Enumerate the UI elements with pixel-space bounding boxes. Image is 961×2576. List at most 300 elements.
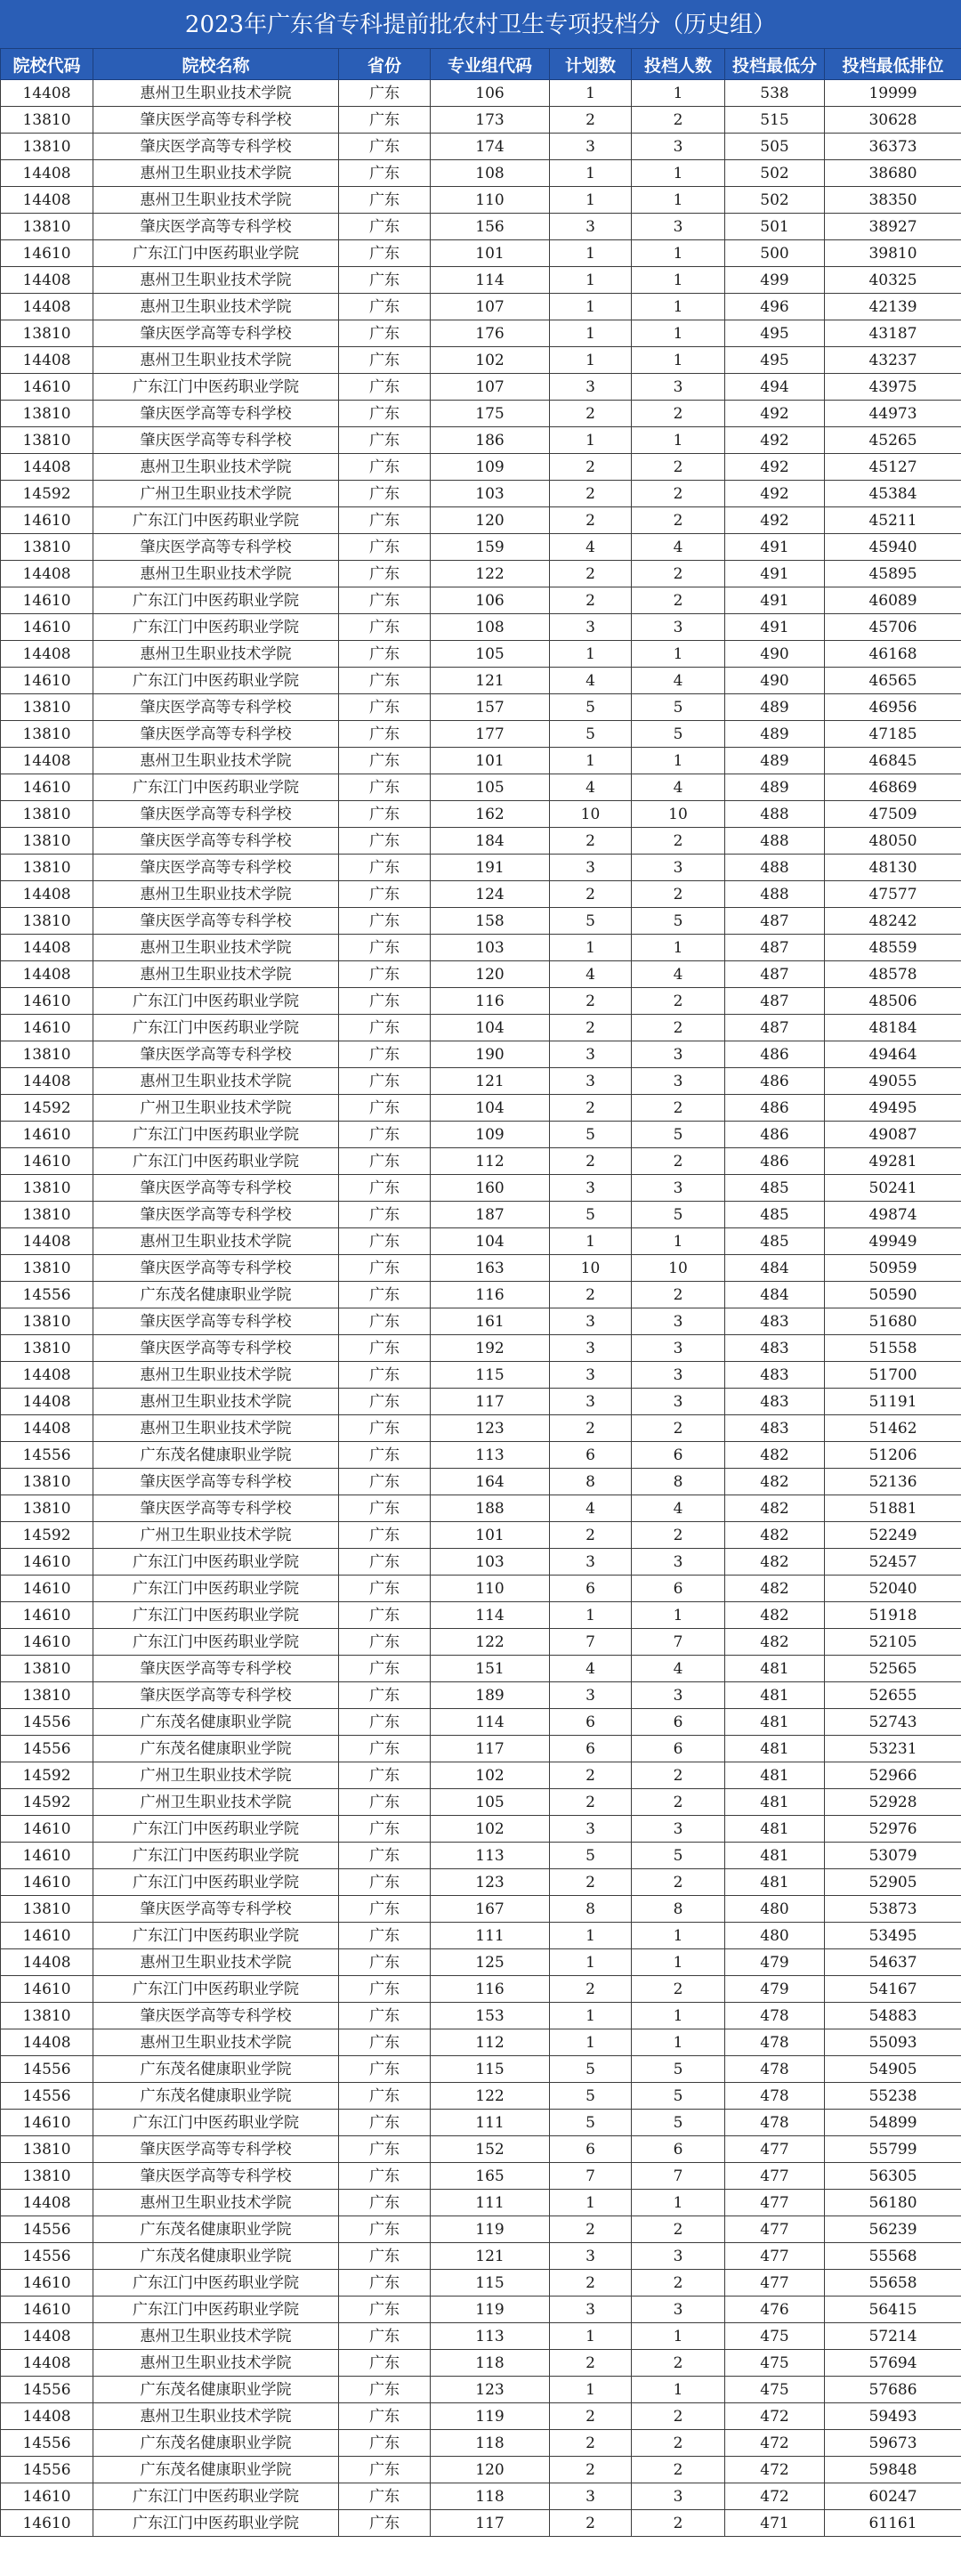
plan-count-cell: 3 bbox=[550, 855, 632, 881]
school-name-cell: 广东江门中医药职业学院 bbox=[93, 2297, 339, 2323]
min-score-cell: 489 bbox=[725, 748, 825, 774]
plan-count-cell: 3 bbox=[550, 1335, 632, 1362]
plan-count-cell: 3 bbox=[550, 1175, 632, 1202]
min-rank-cell: 50959 bbox=[825, 1255, 961, 1282]
province-cell: 广东 bbox=[339, 2029, 431, 2056]
min-score-cell: 492 bbox=[725, 401, 825, 427]
min-score-cell: 482 bbox=[725, 1522, 825, 1549]
min-score-cell: 491 bbox=[725, 587, 825, 614]
admitted-count-cell: 8 bbox=[632, 1469, 725, 1495]
table-row bbox=[1, 107, 961, 134]
table-row bbox=[1, 1362, 961, 1389]
admitted-count-cell: 3 bbox=[632, 214, 725, 240]
group-code-cell: 101 bbox=[431, 1522, 550, 1549]
school-code-cell: 13810 bbox=[1, 828, 93, 855]
admitted-count-cell: 5 bbox=[632, 694, 725, 721]
min-rank-cell: 40325 bbox=[825, 267, 961, 294]
plan-count-cell: 2 bbox=[550, 988, 632, 1015]
min-rank-cell: 55238 bbox=[825, 2083, 961, 2110]
school-name-cell: 广东茂名健康职业学院 bbox=[93, 1736, 339, 1762]
min-rank-cell: 51700 bbox=[825, 1362, 961, 1389]
school-name-cell: 肇庆医学高等专科学校 bbox=[93, 1175, 339, 1202]
school-name-cell: 肇庆医学高等专科学校 bbox=[93, 534, 339, 561]
table-row bbox=[1, 80, 961, 107]
group-code-cell: 114 bbox=[431, 1602, 550, 1629]
admitted-count-cell: 2 bbox=[632, 2457, 725, 2483]
admitted-count-cell: 6 bbox=[632, 1576, 725, 1602]
min-rank-cell: 49874 bbox=[825, 1202, 961, 1228]
table-row bbox=[1, 2270, 961, 2297]
group-code-cell: 153 bbox=[431, 2003, 550, 2029]
min-score-cell: 489 bbox=[725, 694, 825, 721]
table-row bbox=[1, 828, 961, 855]
min-score-cell: 477 bbox=[725, 2243, 825, 2270]
admitted-count-cell: 2 bbox=[632, 587, 725, 614]
min-rank-cell: 54637 bbox=[825, 1949, 961, 1976]
province-cell: 广东 bbox=[339, 2163, 431, 2190]
header-school-code: 院校代码 bbox=[1, 49, 93, 80]
min-rank-cell: 45895 bbox=[825, 561, 961, 587]
table-row bbox=[1, 1148, 961, 1175]
admitted-count-cell: 2 bbox=[632, 1976, 725, 2003]
plan-count-cell: 2 bbox=[550, 481, 632, 507]
table-row bbox=[1, 935, 961, 961]
school-name-cell: 惠州卫生职业技术学院 bbox=[93, 80, 339, 107]
school-code-cell: 14408 bbox=[1, 1228, 93, 1255]
admitted-count-cell: 2 bbox=[632, 881, 725, 908]
school-code-cell: 13810 bbox=[1, 1202, 93, 1228]
min-score-cell: 482 bbox=[725, 1469, 825, 1495]
school-code-cell: 14610 bbox=[1, 1015, 93, 1041]
table-row bbox=[1, 1709, 961, 1736]
table-row bbox=[1, 774, 961, 801]
school-code-cell: 13810 bbox=[1, 1656, 93, 1682]
group-code-cell: 104 bbox=[431, 1228, 550, 1255]
min-rank-cell: 46845 bbox=[825, 748, 961, 774]
group-code-cell: 119 bbox=[431, 2403, 550, 2430]
admitted-count-cell: 3 bbox=[632, 2243, 725, 2270]
header-row bbox=[1, 49, 961, 80]
plan-count-cell: 3 bbox=[550, 1362, 632, 1389]
province-cell: 广东 bbox=[339, 347, 431, 374]
min-score-cell: 487 bbox=[725, 988, 825, 1015]
min-score-cell: 501 bbox=[725, 214, 825, 240]
min-score-cell: 494 bbox=[725, 374, 825, 401]
min-rank-cell: 59493 bbox=[825, 2403, 961, 2430]
school-code-cell: 13810 bbox=[1, 801, 93, 828]
min-score-cell: 489 bbox=[725, 721, 825, 748]
school-code-cell: 14610 bbox=[1, 1816, 93, 1843]
school-name-cell: 惠州卫生职业技术学院 bbox=[93, 2029, 339, 2056]
admitted-count-cell: 1 bbox=[632, 187, 725, 214]
plan-count-cell: 3 bbox=[550, 1308, 632, 1335]
min-score-cell: 487 bbox=[725, 961, 825, 988]
min-rank-cell: 45127 bbox=[825, 454, 961, 481]
table-row bbox=[1, 214, 961, 240]
table-row bbox=[1, 401, 961, 427]
table-row bbox=[1, 2056, 961, 2083]
admitted-count-cell: 2 bbox=[632, 2216, 725, 2243]
group-code-cell: 114 bbox=[431, 1709, 550, 1736]
school-name-cell: 肇庆医学高等专科学校 bbox=[93, 2163, 339, 2190]
school-name-cell: 广州卫生职业技术学院 bbox=[93, 1095, 339, 1122]
table-row bbox=[1, 187, 961, 214]
school-code-cell: 14556 bbox=[1, 2430, 93, 2457]
table-row bbox=[1, 2243, 961, 2270]
plan-count-cell: 3 bbox=[550, 1068, 632, 1095]
group-code-cell: 119 bbox=[431, 2216, 550, 2243]
school-name-cell: 肇庆医学高等专科学校 bbox=[93, 1896, 339, 1923]
school-name-cell: 肇庆医学高等专科学校 bbox=[93, 320, 339, 347]
min-score-cell: 483 bbox=[725, 1335, 825, 1362]
province-cell: 广东 bbox=[339, 1869, 431, 1896]
table-row bbox=[1, 961, 961, 988]
group-code-cell: 184 bbox=[431, 828, 550, 855]
header-province: 省份 bbox=[339, 49, 431, 80]
table-row bbox=[1, 2083, 961, 2110]
group-code-cell: 106 bbox=[431, 80, 550, 107]
plan-count-cell: 2 bbox=[550, 2270, 632, 2297]
min-rank-cell: 54905 bbox=[825, 2056, 961, 2083]
school-name-cell: 惠州卫生职业技术学院 bbox=[93, 187, 339, 214]
school-name-cell: 广东江门中医药职业学院 bbox=[93, 374, 339, 401]
province-cell: 广东 bbox=[339, 1015, 431, 1041]
school-name-cell: 广东江门中医药职业学院 bbox=[93, 1122, 339, 1148]
min-score-cell: 490 bbox=[725, 641, 825, 668]
admitted-count-cell: 2 bbox=[632, 561, 725, 587]
province-cell: 广东 bbox=[339, 1282, 431, 1308]
min-score-cell: 491 bbox=[725, 614, 825, 641]
plan-count-cell: 4 bbox=[550, 1656, 632, 1682]
table-row bbox=[1, 748, 961, 774]
group-code-cell: 113 bbox=[431, 1843, 550, 1869]
admitted-count-cell: 5 bbox=[632, 2110, 725, 2136]
school-name-cell: 广州卫生职业技术学院 bbox=[93, 1522, 339, 1549]
min-score-cell: 477 bbox=[725, 2270, 825, 2297]
province-cell: 广东 bbox=[339, 134, 431, 160]
plan-count-cell: 2 bbox=[550, 1789, 632, 1816]
school-name-cell: 广东江门中医药职业学院 bbox=[93, 2270, 339, 2297]
header-admitted-count: 投档人数 bbox=[632, 49, 725, 80]
group-code-cell: 101 bbox=[431, 748, 550, 774]
plan-count-cell: 7 bbox=[550, 1629, 632, 1656]
province-cell: 广东 bbox=[339, 988, 431, 1015]
min-rank-cell: 45706 bbox=[825, 614, 961, 641]
min-rank-cell: 47509 bbox=[825, 801, 961, 828]
plan-count-cell: 5 bbox=[550, 2110, 632, 2136]
admitted-count-cell: 2 bbox=[632, 828, 725, 855]
school-name-cell: 广州卫生职业技术学院 bbox=[93, 1762, 339, 1789]
admitted-count-cell: 3 bbox=[632, 1335, 725, 1362]
province-cell: 广东 bbox=[339, 481, 431, 507]
group-code-cell: 121 bbox=[431, 2243, 550, 2270]
min-rank-cell: 53873 bbox=[825, 1896, 961, 1923]
province-cell: 广东 bbox=[339, 2056, 431, 2083]
min-rank-cell: 52105 bbox=[825, 1629, 961, 1656]
school-name-cell: 肇庆医学高等专科学校 bbox=[93, 1682, 339, 1709]
plan-count-cell: 1 bbox=[550, 1228, 632, 1255]
school-code-cell: 14610 bbox=[1, 2110, 93, 2136]
plan-count-cell: 1 bbox=[550, 2029, 632, 2056]
min-score-cell: 499 bbox=[725, 267, 825, 294]
plan-count-cell: 1 bbox=[550, 1923, 632, 1949]
school-name-cell: 肇庆医学高等专科学校 bbox=[93, 908, 339, 935]
plan-count-cell: 3 bbox=[550, 214, 632, 240]
school-code-cell: 14408 bbox=[1, 881, 93, 908]
province-cell: 广东 bbox=[339, 881, 431, 908]
admitted-count-cell: 3 bbox=[632, 1175, 725, 1202]
school-code-cell: 14408 bbox=[1, 187, 93, 214]
table-row bbox=[1, 240, 961, 267]
province-cell: 广东 bbox=[339, 2243, 431, 2270]
min-score-cell: 487 bbox=[725, 935, 825, 961]
school-name-cell: 肇庆医学高等专科学校 bbox=[93, 1495, 339, 1522]
group-code-cell: 191 bbox=[431, 855, 550, 881]
province-cell: 广东 bbox=[339, 2483, 431, 2510]
table-row bbox=[1, 908, 961, 935]
admitted-count-cell: 7 bbox=[632, 2163, 725, 2190]
min-score-cell: 483 bbox=[725, 1362, 825, 1389]
min-score-cell: 538 bbox=[725, 80, 825, 107]
group-code-cell: 117 bbox=[431, 1389, 550, 1415]
min-rank-cell: 38680 bbox=[825, 160, 961, 187]
province-cell: 广东 bbox=[339, 1923, 431, 1949]
min-score-cell: 483 bbox=[725, 1308, 825, 1335]
group-code-cell: 105 bbox=[431, 774, 550, 801]
min-score-cell: 491 bbox=[725, 534, 825, 561]
school-name-cell: 肇庆医学高等专科学校 bbox=[93, 855, 339, 881]
table-row bbox=[1, 1255, 961, 1282]
min-score-cell: 492 bbox=[725, 507, 825, 534]
table-row bbox=[1, 1976, 961, 2003]
plan-count-cell: 1 bbox=[550, 187, 632, 214]
school-name-cell: 惠州卫生职业技术学院 bbox=[93, 160, 339, 187]
min-score-cell: 471 bbox=[725, 2510, 825, 2537]
min-score-cell: 486 bbox=[725, 1122, 825, 1148]
group-code-cell: 121 bbox=[431, 1068, 550, 1095]
table-row bbox=[1, 1736, 961, 1762]
school-code-cell: 14408 bbox=[1, 294, 93, 320]
admitted-count-cell: 3 bbox=[632, 855, 725, 881]
admitted-count-cell: 2 bbox=[632, 2403, 725, 2430]
min-rank-cell: 51680 bbox=[825, 1308, 961, 1335]
table-row bbox=[1, 2350, 961, 2377]
plan-count-cell: 2 bbox=[550, 1415, 632, 1442]
school-code-cell: 14610 bbox=[1, 1843, 93, 1869]
sheet-title: 2023年广东省专科提前批农村卫生专项投档分（历史组） bbox=[0, 0, 961, 48]
school-code-cell: 14610 bbox=[1, 1122, 93, 1148]
school-code-cell: 13810 bbox=[1, 721, 93, 748]
plan-count-cell: 1 bbox=[550, 935, 632, 961]
min-score-cell: 481 bbox=[725, 1762, 825, 1789]
group-code-cell: 110 bbox=[431, 187, 550, 214]
admitted-count-cell: 2 bbox=[632, 2510, 725, 2537]
table-row bbox=[1, 1762, 961, 1789]
min-rank-cell: 56180 bbox=[825, 2190, 961, 2216]
admitted-count-cell: 2 bbox=[632, 481, 725, 507]
table-row bbox=[1, 1442, 961, 1469]
school-code-cell: 14610 bbox=[1, 2483, 93, 2510]
admitted-count-cell: 3 bbox=[632, 1549, 725, 1576]
min-score-cell: 481 bbox=[725, 1682, 825, 1709]
school-name-cell: 惠州卫生职业技术学院 bbox=[93, 561, 339, 587]
min-rank-cell: 47577 bbox=[825, 881, 961, 908]
province-cell: 广东 bbox=[339, 1255, 431, 1282]
province-cell: 广东 bbox=[339, 1362, 431, 1389]
plan-count-cell: 3 bbox=[550, 1682, 632, 1709]
min-rank-cell: 39810 bbox=[825, 240, 961, 267]
min-score-cell: 485 bbox=[725, 1202, 825, 1228]
min-rank-cell: 52743 bbox=[825, 1709, 961, 1736]
group-code-cell: 108 bbox=[431, 614, 550, 641]
admitted-count-cell: 2 bbox=[632, 507, 725, 534]
school-name-cell: 肇庆医学高等专科学校 bbox=[93, 828, 339, 855]
min-score-cell: 481 bbox=[725, 1789, 825, 1816]
plan-count-cell: 7 bbox=[550, 2163, 632, 2190]
school-code-cell: 14592 bbox=[1, 1522, 93, 1549]
plan-count-cell: 2 bbox=[550, 1522, 632, 1549]
school-code-cell: 14408 bbox=[1, 2403, 93, 2430]
school-name-cell: 惠州卫生职业技术学院 bbox=[93, 2190, 339, 2216]
admitted-count-cell: 3 bbox=[632, 134, 725, 160]
group-code-cell: 151 bbox=[431, 1656, 550, 1682]
plan-count-cell: 3 bbox=[550, 374, 632, 401]
admitted-count-cell: 1 bbox=[632, 1228, 725, 1255]
admitted-count-cell: 1 bbox=[632, 641, 725, 668]
table-row bbox=[1, 507, 961, 534]
table-row bbox=[1, 1923, 961, 1949]
min-rank-cell: 46565 bbox=[825, 668, 961, 694]
admitted-count-cell: 4 bbox=[632, 1656, 725, 1682]
group-code-cell: 125 bbox=[431, 1949, 550, 1976]
school-name-cell: 广东江门中医药职业学院 bbox=[93, 2483, 339, 2510]
admitted-count-cell: 2 bbox=[632, 2270, 725, 2297]
group-code-cell: 156 bbox=[431, 214, 550, 240]
group-code-cell: 192 bbox=[431, 1335, 550, 1362]
admitted-count-cell: 6 bbox=[632, 1709, 725, 1736]
min-score-cell: 476 bbox=[725, 2297, 825, 2323]
group-code-cell: 103 bbox=[431, 935, 550, 961]
school-name-cell: 广东江门中医药职业学院 bbox=[93, 1629, 339, 1656]
plan-count-cell: 4 bbox=[550, 534, 632, 561]
school-name-cell: 惠州卫生职业技术学院 bbox=[93, 961, 339, 988]
table-row bbox=[1, 1095, 961, 1122]
admitted-count-cell: 3 bbox=[632, 614, 725, 641]
province-cell: 广东 bbox=[339, 267, 431, 294]
admitted-count-cell: 4 bbox=[632, 668, 725, 694]
group-code-cell: 102 bbox=[431, 1816, 550, 1843]
group-code-cell: 123 bbox=[431, 1869, 550, 1896]
admitted-count-cell: 3 bbox=[632, 1308, 725, 1335]
plan-count-cell: 3 bbox=[550, 1041, 632, 1068]
min-score-cell: 488 bbox=[725, 881, 825, 908]
min-score-cell: 487 bbox=[725, 908, 825, 935]
province-cell: 广东 bbox=[339, 507, 431, 534]
min-rank-cell: 52928 bbox=[825, 1789, 961, 1816]
min-rank-cell: 56239 bbox=[825, 2216, 961, 2243]
school-code-cell: 14610 bbox=[1, 587, 93, 614]
admitted-count-cell: 1 bbox=[632, 1949, 725, 1976]
min-score-cell: 486 bbox=[725, 1095, 825, 1122]
admitted-count-cell: 2 bbox=[632, 2430, 725, 2457]
plan-count-cell: 2 bbox=[550, 881, 632, 908]
min-score-cell: 477 bbox=[725, 2136, 825, 2163]
min-rank-cell: 53231 bbox=[825, 1736, 961, 1762]
table-row bbox=[1, 2110, 961, 2136]
province-cell: 广东 bbox=[339, 1469, 431, 1495]
table-row bbox=[1, 1389, 961, 1415]
school-name-cell: 广东茂名健康职业学院 bbox=[93, 1282, 339, 1308]
admitted-count-cell: 2 bbox=[632, 1522, 725, 1549]
min-rank-cell: 51918 bbox=[825, 1602, 961, 1629]
admitted-count-cell: 2 bbox=[632, 401, 725, 427]
admitted-count-cell: 1 bbox=[632, 267, 725, 294]
min-rank-cell: 43975 bbox=[825, 374, 961, 401]
school-code-cell: 14556 bbox=[1, 2243, 93, 2270]
min-rank-cell: 49949 bbox=[825, 1228, 961, 1255]
province-cell: 广东 bbox=[339, 1843, 431, 1869]
province-cell: 广东 bbox=[339, 908, 431, 935]
plan-count-cell: 1 bbox=[550, 267, 632, 294]
group-code-cell: 177 bbox=[431, 721, 550, 748]
plan-count-cell: 6 bbox=[550, 1442, 632, 1469]
plan-count-cell: 8 bbox=[550, 1896, 632, 1923]
min-score-cell: 486 bbox=[725, 1068, 825, 1095]
table-row bbox=[1, 1122, 961, 1148]
province-cell: 广东 bbox=[339, 2110, 431, 2136]
province-cell: 广东 bbox=[339, 1335, 431, 1362]
min-rank-cell: 43187 bbox=[825, 320, 961, 347]
school-name-cell: 肇庆医学高等专科学校 bbox=[93, 2003, 339, 2029]
header-plan-count: 计划数 bbox=[550, 49, 632, 80]
province-cell: 广东 bbox=[339, 828, 431, 855]
school-code-cell: 14408 bbox=[1, 2323, 93, 2350]
school-name-cell: 广东江门中医药职业学院 bbox=[93, 774, 339, 801]
school-name-cell: 肇庆医学高等专科学校 bbox=[93, 721, 339, 748]
table-row bbox=[1, 1308, 961, 1335]
school-name-cell: 广东江门中医药职业学院 bbox=[93, 668, 339, 694]
min-score-cell: 490 bbox=[725, 668, 825, 694]
admitted-count-cell: 5 bbox=[632, 2056, 725, 2083]
table-row bbox=[1, 2323, 961, 2350]
header-min-score: 投档最低分 bbox=[725, 49, 825, 80]
admitted-count-cell: 2 bbox=[632, 107, 725, 134]
school-code-cell: 14610 bbox=[1, 1549, 93, 1576]
min-score-cell: 481 bbox=[725, 1869, 825, 1896]
group-code-cell: 157 bbox=[431, 694, 550, 721]
admitted-count-cell: 4 bbox=[632, 534, 725, 561]
province-cell: 广东 bbox=[339, 1629, 431, 1656]
min-rank-cell: 53495 bbox=[825, 1923, 961, 1949]
min-score-cell: 478 bbox=[725, 2029, 825, 2056]
school-code-cell: 13810 bbox=[1, 401, 93, 427]
school-name-cell: 肇庆医学高等专科学校 bbox=[93, 694, 339, 721]
plan-count-cell: 4 bbox=[550, 774, 632, 801]
province-cell: 广东 bbox=[339, 320, 431, 347]
min-score-cell: 472 bbox=[725, 2430, 825, 2457]
min-score-cell: 482 bbox=[725, 1629, 825, 1656]
school-code-cell: 14610 bbox=[1, 374, 93, 401]
school-code-cell: 13810 bbox=[1, 908, 93, 935]
admitted-count-cell: 1 bbox=[632, 1602, 725, 1629]
province-cell: 广东 bbox=[339, 2403, 431, 2430]
school-name-cell: 广东江门中医药职业学院 bbox=[93, 1549, 339, 1576]
min-score-cell: 472 bbox=[725, 2483, 825, 2510]
school-code-cell: 14610 bbox=[1, 2510, 93, 2537]
group-code-cell: 123 bbox=[431, 2377, 550, 2403]
plan-count-cell: 10 bbox=[550, 1255, 632, 1282]
plan-count-cell: 3 bbox=[550, 2297, 632, 2323]
